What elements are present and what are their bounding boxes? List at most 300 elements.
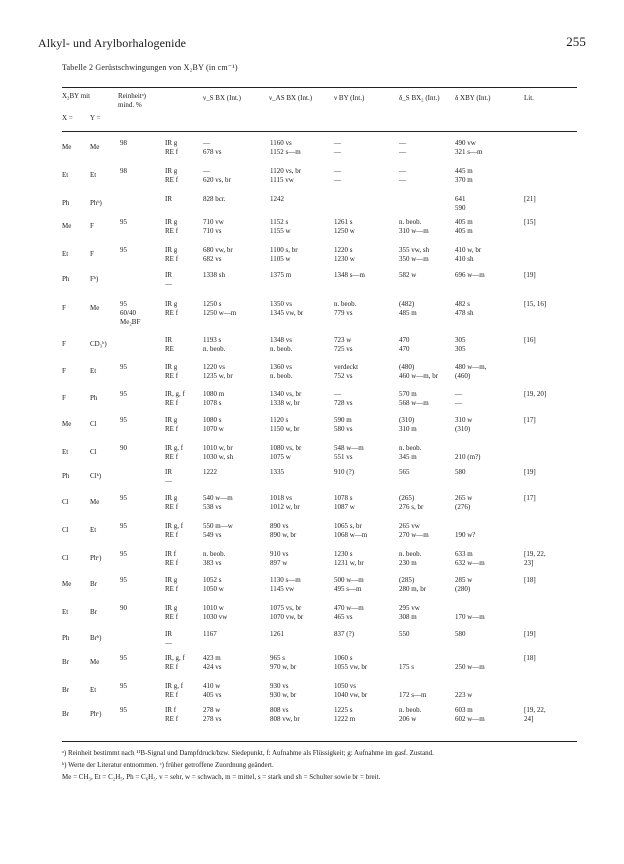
cell-vby: 1230 w — [334, 255, 355, 263]
header-y: Y = — [90, 114, 101, 122]
cell-vs-bx: 1235 w, br — [203, 372, 233, 380]
cell-ds-bx2: 550 — [399, 630, 410, 638]
cell-x: F — [62, 394, 66, 402]
cell-vby: 548 w—m — [334, 444, 364, 452]
cell-vs-bx: 549 vs — [203, 531, 222, 539]
cell-vs-bx: 1050 w — [203, 585, 224, 593]
cell-method: IR g — [165, 300, 178, 308]
cell-method: — — [165, 280, 172, 288]
cell-dxby: 480 w—m, — [455, 363, 487, 371]
cell-x: Et — [62, 250, 69, 258]
cell-vby: 1261 s — [334, 218, 353, 226]
cell-y: CD₃ᵇ) — [90, 340, 107, 348]
cell-vas-bx: 1350 vs — [270, 300, 292, 308]
cell-purity: 95 — [120, 682, 127, 690]
cell-vas-bx: 897 w — [270, 559, 288, 567]
cell-vs-bx: 1222 — [203, 468, 217, 476]
cell-dxby: 210 (m?) — [455, 453, 481, 461]
cell-ds-bx2: (285) — [399, 576, 415, 584]
cell-purity: 95 — [120, 300, 127, 308]
cell-x: F — [62, 340, 66, 348]
cell-vby: 1065 s, br — [334, 522, 362, 530]
header-ds-bx2: δ_S BX₂ (Int.) — [399, 94, 440, 102]
cell-method: IR g — [165, 576, 178, 584]
cell-dxby: (310) — [455, 425, 471, 433]
cell-dxby: (280) — [455, 585, 471, 593]
cell-dxby: 265 w — [455, 494, 473, 502]
cell-vby: 910 (?) — [334, 468, 355, 476]
cell-dxby: 370 m — [455, 176, 473, 184]
cell-x: Me — [62, 222, 72, 230]
cell-vby: 1055 vw, br — [334, 663, 368, 671]
cell-dxby: — — [455, 390, 462, 398]
cell-x: Me — [62, 580, 72, 588]
cell-y: Br — [90, 608, 97, 616]
cell-vas-bx: 1338 w, br — [270, 399, 300, 407]
cell-vas-bx: 890 vs — [270, 522, 289, 530]
table-bottom-rule — [62, 741, 577, 742]
cell-vas-bx: 1080 vs, br — [270, 444, 302, 452]
cell-x: Br — [62, 658, 69, 666]
page-number: 255 — [566, 34, 586, 49]
cell-dxby: 478 sh — [455, 309, 474, 317]
cell-dxby: 285 w — [455, 576, 473, 584]
header-dxby: δ XBY (Int.) — [455, 94, 491, 102]
cell-vs-bx: 710 vs — [203, 227, 222, 235]
cell-vas-bx: 1340 vs, br — [270, 390, 302, 398]
cell-method: IR — [165, 468, 172, 476]
cell-vas-bx: 1335 — [270, 468, 284, 476]
cell-x: F — [62, 367, 66, 375]
cell-vas-bx: 890 w, br — [270, 531, 297, 539]
cell-method: RE f — [165, 691, 179, 699]
cell-vas-bx: 970 w, br — [270, 663, 297, 671]
cell-dxby: 445 m — [455, 167, 473, 175]
cell-vs-bx: 1338 sh — [203, 271, 225, 279]
cell-vs-bx: 550 m—w — [203, 522, 233, 530]
cell-method: IR g — [165, 363, 178, 371]
cell-dxby: 250 w—m — [455, 663, 485, 671]
cell-x: Cl — [62, 526, 69, 534]
cell-vby: 500 w—m — [334, 576, 364, 584]
cell-vs-bx: n. beob. — [203, 345, 226, 353]
cell-ds-bx2: 470 — [399, 336, 410, 344]
cell-method: RE f — [165, 372, 179, 380]
table-row — [62, 576, 577, 606]
cell-method: IR f — [165, 550, 177, 558]
table-row — [62, 139, 577, 169]
cell-purity: 95 — [120, 576, 127, 584]
cell-vs-bx: 1080 s — [203, 416, 222, 424]
cell-y: Me — [90, 143, 100, 151]
cell-vs-bx: 1250 w—m — [203, 309, 237, 317]
cell-vs-bx: 540 w—m — [203, 494, 233, 502]
cell-vs-bx: 1193 s — [203, 336, 222, 344]
cell-dxby: 603 m — [455, 706, 473, 714]
cell-y: Phᶜ) — [90, 710, 102, 718]
cell-ds-bx2: 345 m — [399, 453, 417, 461]
cell-purity: 95 — [120, 390, 127, 398]
cell-vs-bx: 1250 s — [203, 300, 222, 308]
cell-vas-bx: 1120 s — [270, 416, 289, 424]
cell-ds-bx2: 206 w — [399, 715, 417, 723]
cell-ds-bx2: — — [399, 167, 406, 175]
cell-vby: 837 (?) — [334, 630, 355, 638]
cell-method: RE f — [165, 663, 179, 671]
cell-ds-bx2: 265 vw — [399, 522, 420, 530]
cell-ds-bx2: 308 m — [399, 613, 417, 621]
cell-dxby: 641 — [455, 195, 466, 203]
footnote-bc: ᵇ) Werte der Literatur entnommen. ᶜ) früher getroffene Zuordnung geändert. — [62, 761, 274, 769]
cell-vs-bx: — — [203, 139, 210, 147]
cell-vas-bx: 1345 vw, br — [270, 309, 304, 317]
cell-y: Clᵇ) — [90, 472, 102, 480]
cell-dxby: 602 w—m — [455, 715, 485, 723]
table-row — [62, 300, 577, 330]
cell-dxby: 405 m — [455, 218, 473, 226]
cell-vas-bx: n. beob. — [270, 372, 293, 380]
cell-lit: 23] — [524, 559, 534, 567]
cell-y: Ph — [90, 394, 98, 402]
cell-lit: [19, 22, — [524, 706, 546, 714]
cell-vs-bx: 538 vs — [203, 503, 222, 511]
cell-vby: 1222 m — [334, 715, 356, 723]
cell-lit: [18] — [524, 654, 536, 662]
cell-vby: n. beob. — [334, 300, 357, 308]
cell-method: RE f — [165, 399, 179, 407]
cell-method: IR g — [165, 218, 178, 226]
cell-x: Et — [62, 608, 69, 616]
cell-vby: — — [334, 148, 341, 156]
cell-dxby: 410 w, br — [455, 246, 482, 254]
cell-y: Et — [90, 171, 97, 179]
cell-method: RE f — [165, 227, 179, 235]
cell-vs-bx: 1080 m — [203, 390, 225, 398]
cell-method: RE f — [165, 425, 179, 433]
cell-vby: 551 vs — [334, 453, 353, 461]
cell-ds-bx2: n. beob. — [399, 706, 422, 714]
cell-vby: 470 w—m — [334, 604, 364, 612]
cell-y: Et — [90, 526, 97, 534]
cell-vas-bx: 808 vw, br — [270, 715, 300, 723]
table-row — [62, 336, 577, 366]
cell-vby: 1050 vs — [334, 682, 356, 690]
cell-lit: [15, 16] — [524, 300, 547, 308]
cell-x: Br — [62, 686, 69, 694]
cell-x: Me — [62, 420, 72, 428]
cell-dxby: 632 w—m — [455, 559, 485, 567]
cell-dxby: 580 — [455, 468, 466, 476]
cell-ds-bx2: 355 vw, sh — [399, 246, 430, 254]
cell-vby: 725 vs — [334, 345, 353, 353]
cell-x: Cl — [62, 554, 69, 562]
table-header-rule — [62, 131, 577, 132]
cell-lit: [19, 22, — [524, 550, 546, 558]
cell-y: Phᶜ) — [90, 554, 102, 562]
cell-vby: 590 m — [334, 416, 352, 424]
header-x: X = — [62, 114, 73, 122]
cell-x: Et — [62, 448, 69, 456]
cell-lit: [17] — [524, 494, 536, 502]
cell-y: Fᵇ) — [90, 275, 99, 283]
footnotes — [62, 747, 562, 783]
cell-vby: 1231 w, br — [334, 559, 364, 567]
cell-dxby: 190 w? — [455, 531, 476, 539]
cell-dxby: 310 w — [455, 416, 473, 424]
cell-vas-bx: 1105 w — [270, 255, 291, 263]
cell-vby: 1060 s — [334, 654, 353, 662]
cell-method: IR g — [165, 604, 178, 612]
cell-x: Ph — [62, 634, 70, 642]
cell-ds-bx2: 310 m — [399, 425, 417, 433]
cell-y: Me — [90, 658, 100, 666]
cell-vby: 1087 w — [334, 503, 355, 511]
cell-vs-bx: 680 vw, br — [203, 246, 233, 254]
cell-purity: 90 — [120, 444, 127, 452]
cell-ds-bx2: 172 s—m — [399, 691, 427, 699]
cell-vs-bx: 620 vs, br — [203, 176, 231, 184]
cell-vas-bx: 1075 w — [270, 453, 291, 461]
cell-lit: [17] — [524, 416, 536, 424]
cell-vas-bx: 1152 s — [270, 218, 289, 226]
cell-ds-bx2: — — [399, 148, 406, 156]
table-row — [62, 363, 577, 393]
cell-vby: 580 vs — [334, 425, 353, 433]
cell-ds-bx2: 310 w—m — [399, 227, 429, 235]
cell-method: RE f — [165, 503, 179, 511]
cell-dxby: 490 vw — [455, 139, 476, 147]
cell-dxby: — — [455, 399, 462, 407]
cell-vby: 1225 s — [334, 706, 353, 714]
cell-vas-bx: 1155 w — [270, 227, 291, 235]
cell-ds-bx2: (480) — [399, 363, 415, 371]
cell-dxby: 223 w — [455, 691, 473, 699]
cell-ds-bx2: 485 m — [399, 309, 417, 317]
table-row — [62, 218, 577, 248]
cell-vas-bx: 1075 vs, br — [270, 604, 302, 612]
cell-method: IR g — [165, 416, 178, 424]
cell-method: IR, g, f — [165, 654, 185, 662]
cell-ds-bx2: 280 m, br — [399, 585, 427, 593]
cell-vby: 1068 w—m — [334, 531, 368, 539]
cell-y: Cl — [90, 448, 97, 456]
cell-method: IR g, f — [165, 682, 184, 690]
cell-method: RE f — [165, 531, 179, 539]
cell-vas-bx: 1160 vs — [270, 139, 292, 147]
cell-purity: 95 — [120, 522, 127, 530]
cell-purity: 95 — [120, 550, 127, 558]
table-row — [62, 654, 577, 684]
cell-method: RE f — [165, 255, 179, 263]
cell-ds-bx2: (265) — [399, 494, 415, 502]
table-row — [62, 494, 577, 524]
cell-method: RE f — [165, 453, 179, 461]
cell-vby: 1230 s — [334, 550, 353, 558]
cell-method: IR — [165, 195, 172, 203]
cell-ds-bx2: 470 — [399, 345, 410, 353]
cell-vby: 1220 s — [334, 246, 353, 254]
cell-ds-bx2: 276 s, br — [399, 503, 424, 511]
cell-method: RE f — [165, 585, 179, 593]
cell-ds-bx2: — — [399, 176, 406, 184]
cell-x: Ph — [62, 275, 70, 283]
cell-vs-bx: 1030 w, sh — [203, 453, 234, 461]
cell-vs-bx: 1167 — [203, 630, 217, 638]
cell-lit: [19, 20] — [524, 390, 547, 398]
cell-lit: [16] — [524, 336, 536, 344]
cell-dxby: 580 — [455, 630, 466, 638]
cell-vas-bx: 965 s — [270, 654, 285, 662]
cell-dxby: (276) — [455, 503, 471, 511]
cell-y: Et — [90, 367, 97, 375]
cell-vas-bx: 930 w, br — [270, 691, 297, 699]
cell-lit: [19] — [524, 271, 536, 279]
cell-x: Me — [62, 143, 72, 151]
cell-vs-bx: 278 w — [203, 706, 221, 714]
cell-y: Et — [90, 686, 97, 694]
cell-vby: 465 vs — [334, 613, 353, 621]
cell-method: IR g — [165, 246, 178, 254]
cell-method: IR g — [165, 139, 178, 147]
table-row — [62, 522, 577, 552]
cell-vs-bx: 1078 s — [203, 399, 222, 407]
cell-lit: [18] — [524, 576, 536, 584]
cell-vby: 723 w — [334, 336, 352, 344]
cell-method: RE f — [165, 148, 179, 156]
cell-dxby: 633 m — [455, 550, 473, 558]
cell-method: IR, g, f — [165, 390, 185, 398]
cell-vas-bx: 1348 vs — [270, 336, 292, 344]
cell-ds-bx2: (310) — [399, 416, 415, 424]
cell-vas-bx: 1360 vs — [270, 363, 292, 371]
cell-ds-bx2: 582 w — [399, 271, 417, 279]
cell-purity: Me₂BF — [120, 318, 141, 326]
cell-ds-bx2: 350 w—m — [399, 255, 429, 263]
cell-purity: 90 — [120, 604, 127, 612]
cell-vs-bx: 1010 w, br — [203, 444, 233, 452]
cell-ds-bx2: 270 w—m — [399, 531, 429, 539]
cell-lit: [15] — [524, 218, 536, 226]
cell-x: Ph — [62, 472, 70, 480]
cell-ds-bx2: n. beob. — [399, 444, 422, 452]
header-purity: Reinheitᵃ) — [118, 92, 146, 100]
cell-vby: — — [334, 390, 341, 398]
table-top-rule — [62, 87, 577, 88]
cell-x: Br — [62, 710, 69, 718]
cell-y: Me — [90, 304, 100, 312]
cell-dxby: (460) — [455, 372, 471, 380]
cell-vas-bx: 930 vs — [270, 682, 289, 690]
cell-ds-bx2: 295 vw — [399, 604, 420, 612]
cell-vby: 752 vs — [334, 372, 353, 380]
cell-method: RE f — [165, 715, 179, 723]
cell-purity: 95 — [120, 246, 127, 254]
cell-vby: verdeckt — [334, 363, 359, 371]
cell-dxby: 170 w—m — [455, 613, 485, 621]
cell-purity: 95 — [120, 706, 127, 714]
cell-vas-bx: 1261 — [270, 630, 284, 638]
cell-vby: 1078 s — [334, 494, 353, 502]
cell-ds-bx2: 175 s — [399, 663, 414, 671]
cell-purity: 98 — [120, 139, 127, 147]
cell-y: F — [90, 222, 94, 230]
cell-purity: 95 — [120, 218, 127, 226]
cell-method: IR g — [165, 167, 178, 175]
cell-vas-bx: 808 vs — [270, 706, 289, 714]
cell-method: IR f — [165, 706, 177, 714]
footnote-abbreviations: Me = CH₃, Et = C₂H₅, Ph = C₆H₅. v = sehr, w = schwach, m = mittel, s = stark und sh = Schulter sowie br = breit. — [62, 773, 381, 781]
cell-vas-bx: 1115 vw — [270, 176, 294, 184]
cell-y: Brᵇ) — [90, 634, 102, 642]
cell-vas-bx: 1145 vw — [270, 585, 295, 593]
cell-ds-bx2: 230 m — [399, 559, 417, 567]
cell-purity: 95 — [120, 654, 127, 662]
cell-method: IR — [165, 630, 172, 638]
cell-method: RE f — [165, 176, 179, 184]
cell-method: IR g — [165, 494, 178, 502]
cell-vs-bx: 1030 vw — [203, 613, 228, 621]
cell-dxby: 482 s — [455, 300, 470, 308]
cell-y: Cl — [90, 420, 97, 428]
cell-x: Ph — [62, 199, 70, 207]
cell-x: F — [62, 304, 66, 312]
cell-vs-bx: 678 vs — [203, 148, 222, 156]
cell-purity: 95 — [120, 416, 127, 424]
cell-method: IR g, f — [165, 444, 184, 452]
cell-vby: — — [334, 176, 341, 184]
cell-method: RE — [165, 345, 174, 353]
cell-method: RE f — [165, 613, 179, 621]
cell-vas-bx: 1152 s—m — [270, 148, 301, 156]
cell-vas-bx: 1100 s, br — [270, 246, 298, 254]
header-vby: ν BY (Int.) — [334, 94, 365, 102]
cell-vs-bx: 423 m — [203, 654, 221, 662]
cell-purity: 60/40 — [120, 309, 136, 317]
cell-vs-bx: 424 vs — [203, 663, 222, 671]
cell-vas-bx: 1018 vs — [270, 494, 292, 502]
cell-vas-bx: 1242 — [270, 195, 284, 203]
cell-lit: [19] — [524, 468, 536, 476]
cell-method: — — [165, 639, 172, 647]
cell-vby: — — [334, 167, 341, 175]
cell-ds-bx2: 570 m — [399, 390, 417, 398]
cell-purity: 95 — [120, 363, 127, 371]
cell-vby: — — [334, 139, 341, 147]
cell-vs-bx: 828 bcr. — [203, 195, 226, 203]
cell-vs-bx: 1052 s — [203, 576, 222, 584]
cell-x: Et — [62, 171, 69, 179]
cell-method: IR — [165, 336, 172, 344]
cell-vs-bx: 1220 vs — [203, 363, 225, 371]
header-lit: Lit. — [524, 94, 534, 102]
cell-vs-bx: 710 vw — [203, 218, 224, 226]
cell-method: IR g, f — [165, 522, 184, 530]
cell-vs-bx: 1070 w — [203, 425, 224, 433]
header-purity-unit: mind. % — [118, 101, 142, 109]
cell-method: — — [165, 477, 172, 485]
cell-vs-bx: — — [203, 167, 210, 175]
footnote-a: ᵃ) Reinheit bestimmt nach ¹¹B-Signal und Dampfdruck/bzw. Siedepunkt, f: Aufnahme als Flüssigkeit; g: Aufnahme im gasf. Zustand. — [62, 749, 434, 757]
cell-vby: 779 vs — [334, 309, 353, 317]
cell-vas-bx: 1375 m — [270, 271, 292, 279]
cell-vs-bx: 410 w — [203, 682, 221, 690]
cell-method: RE f — [165, 559, 179, 567]
header-vas-bx: ν_AS BX (Int.) — [269, 94, 313, 102]
running-head — [38, 36, 586, 54]
cell-lit: 24] — [524, 715, 534, 723]
cell-vas-bx: 1012 w, br — [270, 503, 300, 511]
cell-vs-bx: 1010 w — [203, 604, 224, 612]
